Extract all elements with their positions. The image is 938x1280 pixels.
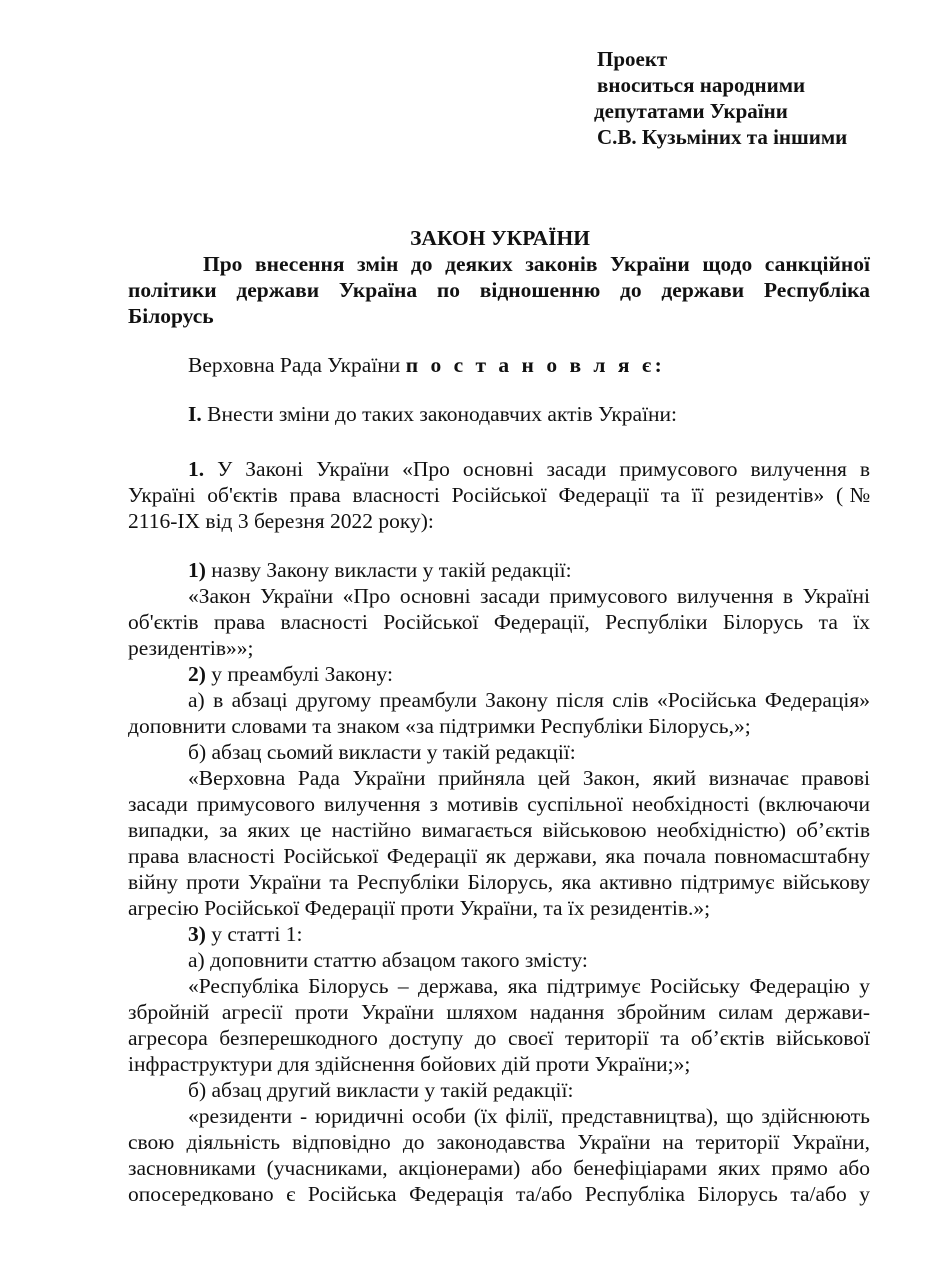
clause-line: а) в абзаці другому преамбули Закону після слів «Російська Федерація» — [188, 688, 870, 712]
item-line: 2116-IX від 3 березня 2022 року): — [128, 509, 434, 533]
item-number: 1. — [188, 457, 205, 481]
quote-line: засади примусового вилучення з мотивів суспільної необхідності (включаючи — [128, 792, 870, 816]
clause-heading: б) абзац другий викласти у такій редакції: — [188, 1078, 574, 1102]
item-line — [188, 456, 870, 482]
preamble-text: Верховна Рада України — [188, 353, 406, 377]
quote-line: права власності Російської Федерації як держави, яка почала повномасштабну — [128, 844, 870, 868]
stamp-line: депутатами України — [594, 99, 788, 123]
quote-line: агресію Російської Федерації проти України, та їх резидентів.»; — [128, 896, 711, 920]
subtitle-line: Білорусь — [128, 304, 214, 328]
subitem-number: 1) — [188, 558, 206, 582]
item-line: Україні об'єктів права власності Російської Федерації та її резидентів» (№ — [128, 483, 870, 507]
section-text: Внести зміни до таких законодавчих актів України: — [201, 402, 678, 426]
section-number: I. — [188, 402, 202, 426]
preamble-emphasis: п о с т а н о в л я є: — [405, 353, 666, 377]
stamp-line: Проект — [597, 47, 668, 71]
subitem-text: назву Закону викласти у такій редакції: — [205, 558, 572, 582]
preamble — [188, 352, 870, 378]
stamp-line: С.В. Кузьміних та іншими — [597, 125, 848, 149]
quote-line: інфраструктури для здійснення бойових дій проти України;»; — [128, 1052, 691, 1076]
quote-line: збройній агресії проти України шляхом надання збройним силам держави- — [128, 1000, 870, 1024]
subitem-heading — [188, 661, 870, 687]
subtitle-line: Про внесення змін до деяких законів України щодо санкційної — [203, 252, 870, 276]
quote-line: «Республіка Білорусь – держава, яка підтримує Російську Федерацію у — [188, 974, 870, 998]
clause-heading: а) доповнити статтю абзацом такого змісту: — [188, 948, 588, 972]
quote-line: «Верховна Рада України прийняла цей Закон, який визначає правові — [188, 766, 870, 790]
quote-line: випадки, за яких це настійно вимагається військовою необхідністю) об’єктів — [128, 818, 870, 842]
quote-line: опосередковано є Російська Федерація та/або Республіка Білорусь та/або у — [128, 1182, 870, 1206]
quote-line: війну проти України та Республіки Білорусь, яка активно підтримує військову — [128, 870, 870, 894]
clause-heading: б) абзац сьомий викласти у такій редакції: — [188, 740, 576, 764]
quote-line: об'єктів права власності Російської Федерації, Республіки Білорусь та їх — [128, 610, 870, 634]
subitem-heading — [188, 921, 870, 947]
stamp-line: вноситься народними — [597, 73, 806, 97]
subitem-heading — [188, 557, 870, 583]
quote-line: агресора безперешкодного доступу до своєї території та об’єктів військової — [128, 1026, 870, 1050]
subitem-number: 2) — [188, 662, 206, 686]
quote-line: «Закон України «Про основні засади примусового вилучення в Україні — [188, 584, 870, 608]
section-i — [188, 401, 870, 427]
subitem-text: у преамбулі Закону: — [205, 662, 393, 686]
quote-line: резидентів»»; — [128, 636, 254, 660]
item-text: У Законі України «Про основні засади примусового вилучення в — [204, 457, 870, 481]
subtitle-line: політики держави Україна по відношенню до держави Республіка — [128, 278, 870, 302]
document-title: ЗАКОН УКРАЇНИ — [410, 226, 590, 250]
quote-line: «резиденти - юридичні особи (їх філії, представництва), що здійснюють — [188, 1104, 870, 1128]
clause-line: доповнити словами та знаком «за підтримки Республіки Білорусь,»; — [128, 714, 751, 738]
subitem-text: у статті 1: — [205, 922, 303, 946]
quote-line: свою діяльність відповідно до законодавства України на території України, — [128, 1130, 870, 1154]
quote-line: засновниками (учасниками, акціонерами) або бенефіціарами яких прямо або — [128, 1156, 870, 1180]
subitem-number: 3) — [188, 922, 206, 946]
